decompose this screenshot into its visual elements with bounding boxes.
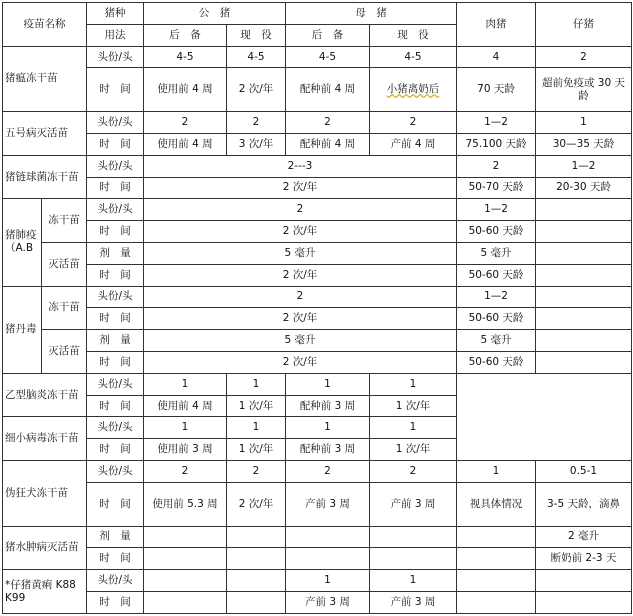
cell: 视具体情况 bbox=[457, 482, 536, 526]
usage-dose: 头份/头 bbox=[87, 570, 144, 592]
cell bbox=[536, 570, 632, 592]
cell bbox=[227, 526, 286, 548]
cell: 产前 3 周 bbox=[286, 482, 370, 526]
header-fattening: 肉猪 bbox=[457, 3, 536, 47]
cell: 2 bbox=[286, 112, 370, 134]
cell: 2 毫升 bbox=[536, 526, 632, 548]
cell: 1 bbox=[370, 373, 457, 395]
header-sow-reserve: 后 备 bbox=[286, 24, 370, 46]
cell bbox=[457, 548, 536, 570]
vaccine-name: 猪丹毒 bbox=[3, 286, 42, 373]
cell: 1—2 bbox=[457, 112, 536, 134]
cell: 断奶前 2-3 天 bbox=[536, 548, 632, 570]
usage-time: 时 间 bbox=[87, 352, 144, 374]
cell: 2 bbox=[370, 461, 457, 483]
cell: 1 bbox=[286, 570, 370, 592]
cell bbox=[144, 526, 227, 548]
cell: 2 次/年 bbox=[144, 264, 457, 286]
vaccine-subtype: 灭活苗 bbox=[42, 242, 87, 286]
cell: 1—2 bbox=[457, 286, 536, 308]
vaccine-name: *仔猪黄痢 K88 K99 bbox=[3, 570, 87, 614]
cell: 1—2 bbox=[457, 199, 536, 221]
cell: 1 bbox=[457, 461, 536, 483]
cell bbox=[370, 526, 457, 548]
cell: 1 bbox=[286, 373, 370, 395]
cell: 2 次/年 bbox=[144, 352, 457, 374]
cell: 1 bbox=[144, 417, 227, 439]
cell: 4 bbox=[457, 46, 536, 68]
usage-time: 时 间 bbox=[87, 221, 144, 243]
usage-dose: 头份/头 bbox=[87, 461, 144, 483]
cell: 2 bbox=[286, 461, 370, 483]
cell: 1 次/年 bbox=[227, 439, 286, 461]
cell: 产前 4 周 bbox=[370, 133, 457, 155]
cell bbox=[457, 591, 536, 613]
cell: 2 bbox=[457, 155, 536, 177]
cell bbox=[536, 308, 632, 330]
cell: 配种前 3 周 bbox=[286, 395, 370, 417]
cell: 使用前 4 周 bbox=[144, 133, 227, 155]
cell: 2 bbox=[144, 461, 227, 483]
cell: 产前 3 周 bbox=[370, 591, 457, 613]
cell bbox=[370, 548, 457, 570]
cell: 2 次/年 bbox=[227, 68, 286, 112]
cell bbox=[286, 526, 370, 548]
cell: 5 毫升 bbox=[457, 330, 536, 352]
usage-dose: 剂 量 bbox=[87, 330, 144, 352]
cell: 配种前 4 周 bbox=[286, 68, 370, 112]
cell bbox=[286, 548, 370, 570]
vaccine-subtype: 冻干苗 bbox=[42, 199, 87, 243]
vaccine-name: 猪水肿病灭活苗 bbox=[3, 526, 87, 570]
cell: 2 次/年 bbox=[144, 177, 457, 199]
cell: 2 bbox=[227, 461, 286, 483]
cell: 1 bbox=[227, 373, 286, 395]
cell: 5 毫升 bbox=[144, 242, 457, 264]
vaccine-subtype: 冻干苗 bbox=[42, 286, 87, 330]
cell: 配种前 4 周 bbox=[286, 133, 370, 155]
cell bbox=[536, 352, 632, 374]
usage-time: 时 间 bbox=[87, 395, 144, 417]
cell bbox=[457, 526, 536, 548]
cell: 产前 3 周 bbox=[370, 482, 457, 526]
usage-dose: 头份/头 bbox=[87, 155, 144, 177]
header-vaccine-name: 疫苗名称 bbox=[3, 3, 87, 47]
cell: 1 bbox=[286, 417, 370, 439]
cell: 1 bbox=[227, 417, 286, 439]
cell: 3 次/年 bbox=[227, 133, 286, 155]
cell: 4-5 bbox=[227, 46, 286, 68]
cell: 50-60 天龄 bbox=[457, 352, 536, 374]
cell: 2 bbox=[370, 112, 457, 134]
cell bbox=[536, 330, 632, 352]
vaccine-name: 伪狂犬冻干苗 bbox=[3, 461, 87, 526]
vaccine-name: 猪瘟冻干苗 bbox=[3, 46, 87, 111]
usage-time: 时 间 bbox=[87, 591, 144, 613]
cell: 50-60 天龄 bbox=[457, 221, 536, 243]
cell: 1 bbox=[536, 112, 632, 134]
cell: 0.5-1 bbox=[536, 461, 632, 483]
cell: 3-5 天龄，滴鼻 bbox=[536, 482, 632, 526]
header-boar-active: 现 役 bbox=[227, 24, 286, 46]
usage-time: 时 间 bbox=[87, 264, 144, 286]
usage-dose: 剂 量 bbox=[87, 242, 144, 264]
cell bbox=[536, 221, 632, 243]
header-boar: 公 猪 bbox=[144, 3, 286, 25]
vaccine-name: 五号病灭活苗 bbox=[3, 112, 87, 156]
cell: 50-70 天龄 bbox=[457, 177, 536, 199]
cell: 1 bbox=[144, 373, 227, 395]
vaccine-name: 猪肺疫（A.B bbox=[3, 199, 42, 286]
header-piglet: 仔猪 bbox=[536, 3, 632, 47]
usage-time: 时 间 bbox=[87, 133, 144, 155]
cell: 5 毫升 bbox=[457, 242, 536, 264]
cell: 1—2 bbox=[536, 155, 632, 177]
cell bbox=[457, 570, 536, 592]
cell: 配种前 3 周 bbox=[286, 439, 370, 461]
vaccine-name: 乙型脑炎冻干苗 bbox=[3, 373, 87, 417]
cell bbox=[536, 242, 632, 264]
cell: 50-60 天龄 bbox=[457, 264, 536, 286]
cell: 4-5 bbox=[144, 46, 227, 68]
header-pig-type: 猪种 bbox=[87, 3, 144, 25]
usage-dose: 头份/头 bbox=[87, 417, 144, 439]
vaccine-name: 细小病毒冻干苗 bbox=[3, 417, 87, 461]
header-usage: 用法 bbox=[87, 24, 144, 46]
cell: 1 bbox=[370, 417, 457, 439]
cell: 2 次/年 bbox=[227, 482, 286, 526]
cell: 30—35 天龄 bbox=[536, 133, 632, 155]
cell: 2 bbox=[144, 286, 457, 308]
cell: 使用前 3 周 bbox=[144, 439, 227, 461]
cell: 1 bbox=[370, 570, 457, 592]
cell: 使用前 4 周 bbox=[144, 395, 227, 417]
usage-time: 时 间 bbox=[87, 177, 144, 199]
vaccine-subtype: 灭活苗 bbox=[42, 330, 87, 374]
cell bbox=[227, 548, 286, 570]
cell: 50-60 天龄 bbox=[457, 308, 536, 330]
cell bbox=[227, 591, 286, 613]
cell: 75.100 天龄 bbox=[457, 133, 536, 155]
usage-time: 时 间 bbox=[87, 482, 144, 526]
cell: 使用前 4 周 bbox=[144, 68, 227, 112]
vaccine-schedule-table bbox=[2, 2, 632, 614]
cell: 1 次/年 bbox=[370, 439, 457, 461]
usage-dose: 头份/头 bbox=[87, 112, 144, 134]
usage-dose: 头份/头 bbox=[87, 46, 144, 68]
cell bbox=[144, 591, 227, 613]
cell: 2 次/年 bbox=[144, 308, 457, 330]
usage-dose: 头份/头 bbox=[87, 286, 144, 308]
header-sow-active: 现 役 bbox=[370, 24, 457, 46]
cell bbox=[536, 286, 632, 308]
vaccine-name: 猪链球菌冻干苗 bbox=[3, 155, 87, 199]
cell: 超前免疫或 30 天龄 bbox=[536, 68, 632, 112]
usage-dose: 头份/头 bbox=[87, 199, 144, 221]
header-boar-reserve: 后 备 bbox=[144, 24, 227, 46]
cell: 1 次/年 bbox=[370, 395, 457, 417]
cell: 4-5 bbox=[286, 46, 370, 68]
header-sow: 母 猪 bbox=[286, 3, 457, 25]
cell: 产前 3 周 bbox=[286, 591, 370, 613]
cell bbox=[536, 264, 632, 286]
empty-cell bbox=[457, 373, 632, 460]
cell: 2 bbox=[144, 112, 227, 134]
cell bbox=[536, 199, 632, 221]
cell: 使用前 5.3 周 bbox=[144, 482, 227, 526]
usage-time: 时 间 bbox=[87, 439, 144, 461]
cell: 20-30 天龄 bbox=[536, 177, 632, 199]
cell: 5 毫升 bbox=[144, 330, 457, 352]
cell: 小猪离奶后 bbox=[370, 68, 457, 112]
cell: 1 次/年 bbox=[227, 395, 286, 417]
cell bbox=[144, 570, 227, 592]
usage-dose: 剂 量 bbox=[87, 526, 144, 548]
cell bbox=[227, 570, 286, 592]
usage-dose: 头份/头 bbox=[87, 373, 144, 395]
cell: 2---3 bbox=[144, 155, 457, 177]
cell: 2 bbox=[144, 199, 457, 221]
cell bbox=[536, 591, 632, 613]
cell bbox=[144, 548, 227, 570]
cell: 70 天龄 bbox=[457, 68, 536, 112]
cell: 2 次/年 bbox=[144, 221, 457, 243]
cell: 2 bbox=[227, 112, 286, 134]
usage-time: 时 间 bbox=[87, 308, 144, 330]
cell: 2 bbox=[536, 46, 632, 68]
usage-time: 时 间 bbox=[87, 68, 144, 112]
usage-time: 时 间 bbox=[87, 548, 144, 570]
cell: 4-5 bbox=[370, 46, 457, 68]
